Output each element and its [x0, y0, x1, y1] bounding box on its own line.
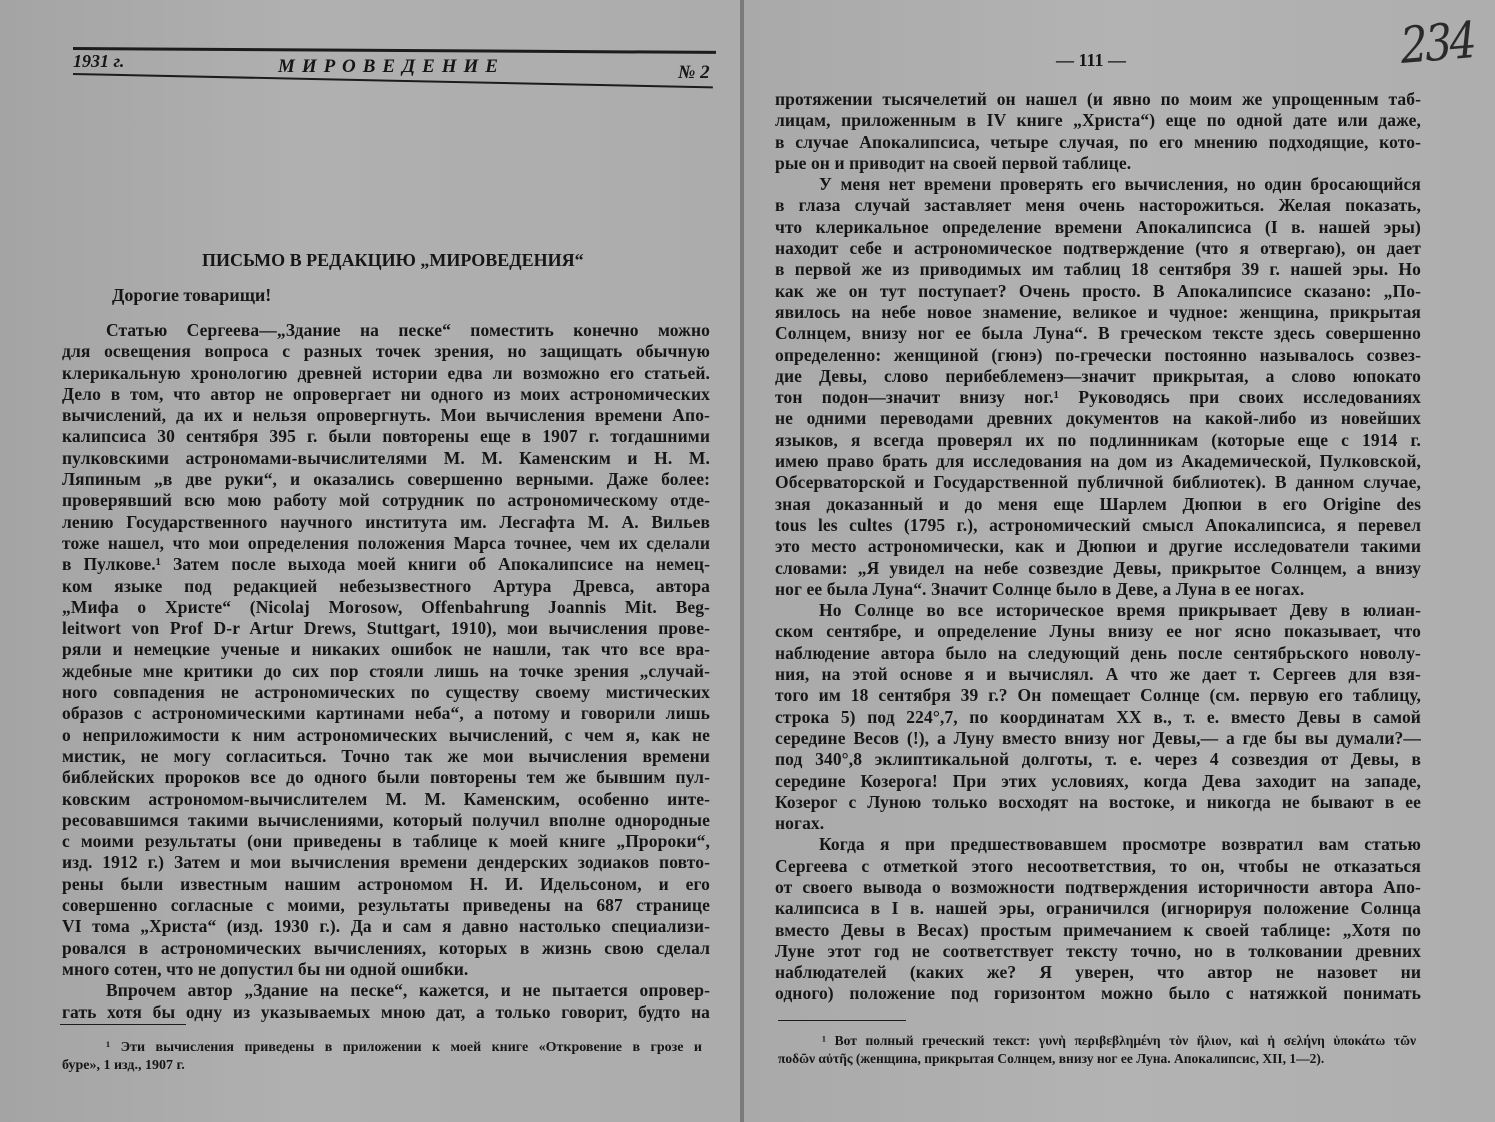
text-line: ния, на этой основе я и вычислял. А что же дает т. Сергеев для взя- [775, 664, 1421, 685]
text-line: калипсиса 30 сентября 395 г. были повторены еще в 1907 г. тогдашними [62, 426, 710, 447]
right-body-text [775, 89, 1421, 1005]
text-line: строка 5) под 224°,7, по координатам XX в., т. е. вместо Девы в самой [775, 706, 1421, 727]
text-line: зная доказанный и до меня еще Шарлем Дюпюи в его Origine des [775, 493, 1421, 514]
text-line: ногах. [775, 813, 825, 834]
text-line: о неприложимости к ним астрономических вычислений, с чем я, как не [62, 724, 710, 745]
text-line: протяжении тысячелетий он нашел (и явно по моим же упрощенным таб- [775, 89, 1421, 109]
text-line: одного) положение под горизонтом можно было с натяжкой понимать [775, 983, 1421, 1004]
header-year: 1931 г. [73, 51, 125, 71]
text-line: как же он тут поступает? Очень просто. В Апокалипсисе сказано: „По- [775, 280, 1421, 301]
right-footnote [778, 1032, 1416, 1068]
text-line: Впрочем автор „Здание на песке“, кажется, и не пытается опровер- [106, 980, 710, 1001]
text-line: ряли и немецкие ученые и никаких ошибок не нашли, так что все вра- [62, 639, 710, 660]
text-line: много сотен, что не допустил бы ни одной ошибки. [62, 958, 469, 979]
letter-title: ПИСЬМО В РЕДАКЦИЮ „МИРОВЕДЕНИЯ“ [202, 250, 584, 270]
footnote-rule [778, 1020, 906, 1021]
text-line: Когда я при предшествовавшем просмотре возвратил вам статью [819, 834, 1421, 855]
text-line: тон подон—значит внизу ног.¹ Руководясь при своих исследованиях [775, 387, 1421, 408]
text-line: ного совпадения не астрономических по существу своему мистических [62, 682, 710, 703]
text-line: в случае Апокалипсиса, четыре случая, по его мнению подходящие, кото- [775, 131, 1421, 152]
text-line: вычислений, да их и нельзя опровергнуть. Мои вычисления времени Апо- [62, 405, 710, 426]
left-page [0, 0, 742, 1122]
text-line: словами: „Я увидел на небе созвездие Девы, прикрытое Солнцем, а внизу [775, 557, 1421, 578]
text-line: определенно: женщиной (гюнэ) по-гречески постоянно называлось созвез- [775, 344, 1421, 365]
text-line: проверявший всю мою работу мой сотрудник по астрономическому отде- [62, 490, 710, 511]
text-line: Обсерваторской и Государственной публичной библиотек). В данном случае, [775, 472, 1421, 493]
footnote-line: ποδῶν αὐτῆς (женщина, прикрытая Солнцем, внизу ног ее Луна. Апокалипсис, XII, 1—2). [778, 1051, 1325, 1066]
text-line: мистик, не могу согласиться. Точно так же мои вычисления времени [62, 745, 710, 766]
text-line: изд. 1912 г.) Затем и мои вычисления времени дендерских зодиаков повто- [62, 852, 710, 873]
footnote-line: ¹ Эти вычисления приведены в приложении к моей книге «Откровение в грозе и [106, 1040, 702, 1055]
text-line: ровался в астрономических вычислениях, которых в жизнь свою сделал [62, 937, 710, 958]
text-line: под 340°,8 эклиптикальной долготы, т. е. через 4 созвездия от Девы, в [775, 749, 1421, 770]
text-line: „Мифа о Христе“ (Nicolaj Morosow, Offenbahrung Joannis Mit. Beg- [62, 596, 710, 617]
text-line: что клерикальное определение времени Апокалипсиса (I в. нашей эры) [775, 216, 1421, 237]
text-line: Сергеева с отметкой этого несоответствия, то он, чтобы не отказаться [775, 855, 1421, 876]
left-footnote [62, 1039, 702, 1075]
footnote-line: ¹ Вот полный греческий текст: γυνὴ περιβεβλημένη τὸν ἥλιον, καὶ ἡ σελήνη ὑποκάτω τῶν [822, 1033, 1416, 1048]
text-line: Статью Сергеева—„Здание на песке“ поместить конечно можно [106, 320, 710, 340]
text-line: ждебные мне критики до сих пор стояли лишь на точке зрения „случай- [62, 660, 710, 681]
text-line: калипсиса в I в. нашей эры, ограничился (игнорируя положение Солнца [775, 898, 1421, 919]
text-line: языков, я всегда проверял их по подлинникам (которые еще с 1914 г. [775, 429, 1421, 450]
text-line: наблюдение автора было на следующий день после сентябрьского новолу- [775, 642, 1421, 663]
text-line: дие Девы, слово перибеблеменэ—значит прикрытая, а слово юпокато [775, 365, 1421, 386]
text-line: для освещения вопроса с разных точек зрения, но защищать обычную [62, 341, 710, 362]
text-line: наблюдателей (каких же? Я уверен, что автор не назовет ни [775, 962, 1421, 983]
text-line: совершенно согласные с моими, результаты приведены на 687 странице [62, 895, 710, 916]
left-body-text [62, 320, 710, 1023]
handwritten-archive-number: 234 [1398, 11, 1476, 75]
text-line: от своего вывода о возможности подтверждения историчности автора Апо- [775, 876, 1421, 897]
text-line: ком языке под редакцией небезызвестного Артура Древса, автора [62, 575, 710, 596]
journal-title: МИРОВЕДЕНИЕ [278, 56, 505, 77]
text-line: лению Государственного научного института им. Лесгафта М. А. Вильев [62, 511, 710, 532]
footnote-line: буре», 1 изд., 1907 г. [62, 1058, 185, 1073]
text-line: Но Солнце во все историческое время прикрывает Деву в юлиан- [819, 600, 1421, 621]
text-line: имею право брать для исследования на дом из Академической, Пулковской, [775, 451, 1421, 472]
text-line: ском сентябре, и определение Луны внизу ее ног ясно показывает, что [775, 621, 1421, 642]
text-line: не одними переводами древних документов на какой-либо из новейших [775, 408, 1421, 429]
text-line: в первой же из приводимых им таблиц 18 сентября 39 г. нашей эры. Но [775, 259, 1421, 280]
text-line: клерикальную хронологию древней истории едва ли возможно его статьей. [62, 362, 710, 383]
text-line: рые он и приводит на своей первой таблице. [775, 152, 1132, 173]
text-line: VI тома „Христа“ (изд. 1930 г.). Да и сам я давно настолько специализи- [62, 916, 710, 937]
text-line: гать хотя бы одну из указываемых мною дат, а только говорит, будто на [62, 1001, 710, 1022]
text-line: находит себе и астрономическое подтверждение (что я отвергаю), он дает [775, 238, 1421, 259]
text-line: leitwort von Prof D-r Artur Drews, Stuttgart, 1910), мои вычисления прове- [62, 618, 710, 639]
text-line: в Пулкове.¹ Затем после выхода моей книги об Апокалипсисе на немец- [62, 554, 710, 575]
text-line: с моими результаты (они приведены в таблице к моей книге „Пророки“, [62, 831, 710, 852]
text-line: библейских пророков все до одного были повторены тем же бывшим пул- [62, 767, 710, 788]
text-line: образов с астрономическими картинами неба“, а потому и говорили лишь [62, 703, 710, 724]
text-line: середине Весов (!), а Луну вместо внизу ног Девы,— а где бы вы думали?— [775, 727, 1421, 748]
text-line: явилось на небе новое знамение, великое и чудное: женщина, прикрытая [775, 301, 1421, 322]
page-number: — 111 — [1056, 50, 1127, 70]
text-line: рены были известным нашим астрономом Н. И. Идельсоном, и его [62, 873, 710, 894]
text-line: середине Козерога! При этих условиях, когда Дева заходит на западе, [775, 770, 1421, 791]
right-page [744, 0, 1495, 1122]
text-line: Козерог с Луною только восходят на востоке, и никогда не бывают в ее [775, 791, 1421, 812]
text-line: вместо Девы в Весах) простым примечанием к своей таблице: „Хотя по [775, 919, 1421, 940]
text-line: в глаза случай заставляет меня очень насторожиться. Желая показать, [775, 195, 1421, 216]
footnote-rule [60, 1024, 186, 1025]
text-line: Ляпиным „в две руки“, и оказались совершенно верными. Даже более: [62, 469, 710, 490]
text-line: Дело в том, что автор не опровергает ни одного из моих астрономических [62, 383, 710, 404]
text-line: ног ее была Луна“. Значит Солнце было в Деве, а Луна в ее ногах. [775, 578, 1305, 599]
issue-number: № 2 [678, 62, 710, 83]
salutation: Дорогие товарищи! [112, 285, 272, 305]
text-line: тоже нашел, что мои определения положения Марса точнее, чем их сделали [62, 532, 710, 553]
text-line: того им 18 сентября 39 г.? Он помещает Солнце (см. первую его таблицу, [775, 685, 1421, 706]
text-line: Солнцем, внизу ног ее была Луна“. В греческом тексте здесь совершенно [775, 323, 1421, 344]
text-line: ковским астрономом-вычислителем М. М. Каменским, особенно инте- [62, 788, 710, 809]
text-line: это место астрономически, как и Дюпюи и другие исследователи такими [775, 536, 1421, 557]
header-top-rule [73, 47, 716, 54]
text-line: Луне этот год не соответствует тексту точно, но в толковании древних [775, 940, 1421, 961]
text-line: лицам, приложенным в IV книге „Христа“) еще по одной дате или даже, [775, 110, 1421, 131]
text-line: tous les cultes (1795 г.), астрономический смысл Апокалипсиса, я перевел [775, 514, 1421, 535]
text-line: ресовавшимся такими вычислениями, который получил вполне однородные [62, 809, 710, 830]
text-line: пулковскими астрономами-вычислителями М. М. Каменским и Н. М. [62, 447, 710, 468]
text-line: У меня нет времени проверять его вычисления, но один бросающийся [819, 174, 1421, 195]
